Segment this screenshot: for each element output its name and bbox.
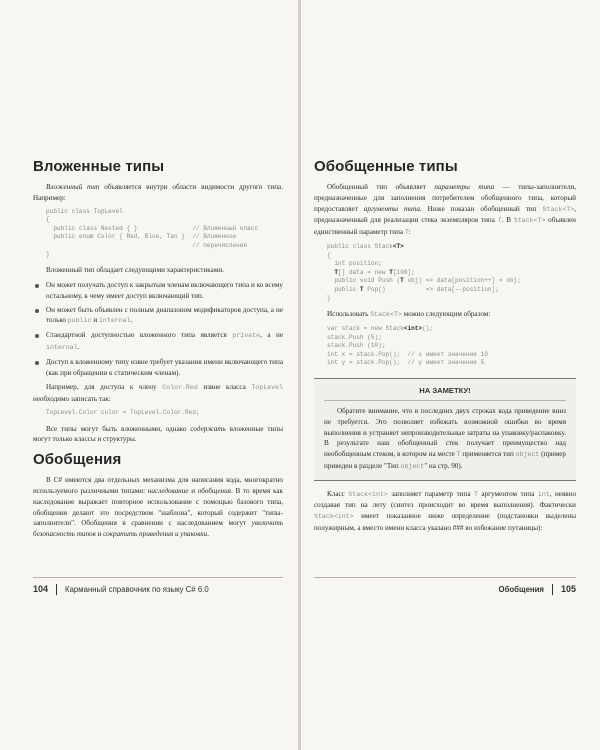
list-item: Доступ к вложенному типу извне требует указания имени включающего типа (как при обращении к статическим членам). — [33, 357, 283, 379]
paragraph: Класс Stack<int> заполняет параметр типа T аргументом типа int, неявно создавая тип на лету (синтез происходит во время выполнения). Фактически Stack<int> имеет показанное ниже определение (подстановки выделены полужирным, а вместо имени класса указано ### во избежание путаницы): — [314, 489, 577, 533]
code-line: int x = stack.Pop(); // x имеет значение 10 — [327, 350, 488, 358]
paragraph: Вложенный тип обладает следующими характеристиками. — [46, 266, 224, 275]
code-line: int y = stack.Pop(); // y имеет значение 5 — [327, 359, 485, 367]
code-line: int position; — [327, 260, 382, 268]
heading-generic-types: Обобщенные типы — [314, 158, 458, 175]
book-title: Карманный справочник по языку C# 6.0 — [65, 585, 209, 594]
code-line: public class TopLevel — [46, 207, 123, 215]
note-box — [314, 378, 576, 481]
note-title: НА ЗАМЕТКУ! — [324, 379, 566, 401]
heading-nested-types: Вложенные типы — [33, 158, 165, 175]
code-line: public enum Color { Red, Blue, Tan } // Вложенное — [46, 233, 237, 241]
paragraph: Обратите внимание, что в последних двух строках кода приведение вниз не требуется. Это позволяет избежать возможной ошибки во время выполнения и устраняет непроизводительные затраты на упаковку/распаковку. В результате наш обобщенный стек получает преимущество над необобщенным стеком, в котором на месте T применяется тип object (пример приведен в разделе "Тип object" на стр. 90). — [324, 406, 566, 470]
code-line: public class Stack<T> — [327, 242, 404, 250]
code-line: { — [327, 251, 331, 259]
code-line: public void Push (T obj) => data[position++] = obj; — [327, 277, 521, 285]
paragraph: Вложенный тип объявляется внутри области видимости другого типа. Например: — [33, 183, 283, 202]
divider — [552, 584, 553, 595]
code-line: var stack = new Stack<int>(); — [327, 324, 434, 332]
code-line: public T Pop() => data[--position]; — [327, 285, 499, 293]
code-line: { — [46, 216, 50, 224]
code-block — [327, 325, 576, 368]
paragraph: Использовать Stack<T> можно следующим образом: — [327, 310, 491, 319]
section-title: Обобщения — [498, 585, 544, 594]
paragraph: Например, для доступа к члену Color.Red извне класса TopLevel необходимо записать так: — [33, 383, 283, 404]
note-body — [314, 401, 576, 480]
list-item: Стандартной доступностью вложенного типа является private, а не internal. — [33, 330, 283, 354]
left-footer — [33, 577, 283, 598]
paragraph: Обобщенный тип объявляет параметры типа — типы-заполнители, предназначенные для заполнения потребителем обобщенного типа, который предоставляет аргументы типа. Ниже показан обобщенный тип Stack<T>, предназначенный для реализации стека экземпляров типа T. В Stack<T> объявлен единственный параметр типа T: — [314, 183, 577, 237]
code-line: stack.Push (5); — [327, 333, 382, 341]
code-block — [327, 243, 576, 303]
code-line: // перечисление — [46, 241, 248, 249]
code-line: T[] data = new T[100]; — [334, 268, 415, 276]
code-line: } — [327, 294, 331, 302]
heading-generics: Обобщения — [33, 451, 122, 469]
code-block: TopLevel.Color color = TopLevel.Color.Red; — [46, 408, 200, 416]
right-page — [301, 0, 600, 750]
paragraph: В C# имеются два отдельных механизма для написания кода, многократно используемого различными типами: наследование и обобщения. В то время как наследование выражает повторное использование с помощью базового типа, обобщения делают это посредством "шаблона", который содержит "типы-заполнители". Обобщения в сравнении с наследованием могут увеличить безопасность типов и сократить приведения и упаковки. — [33, 476, 283, 539]
features-list — [33, 280, 283, 378]
right-column — [314, 152, 576, 538]
code-block — [46, 208, 283, 260]
code-line: } — [46, 250, 50, 258]
code-line: public class Nested { } // Вложенный класс — [46, 224, 259, 232]
paragraph: Все типы могут быть вложенными, однако содержать вложенные типы могут только классы и структуры. — [33, 424, 283, 444]
divider — [56, 584, 57, 595]
right-footer — [314, 577, 576, 598]
list-item: Он может получать доступ к закрытым членам включающего типа и ко всему остальному, к чему имеет доступ включающий тип. — [33, 280, 283, 302]
term: Вложенный тип — [46, 183, 100, 191]
page-number: 105 — [560, 584, 576, 594]
page-number: 104 — [33, 584, 49, 594]
code-line: stack.Push (10); — [327, 342, 386, 350]
left-column — [33, 152, 283, 544]
left-page — [0, 0, 299, 750]
list-item: Он может быть объявлен с полным диапазоном модификаторов доступа, а не только public и internal. — [33, 305, 283, 328]
